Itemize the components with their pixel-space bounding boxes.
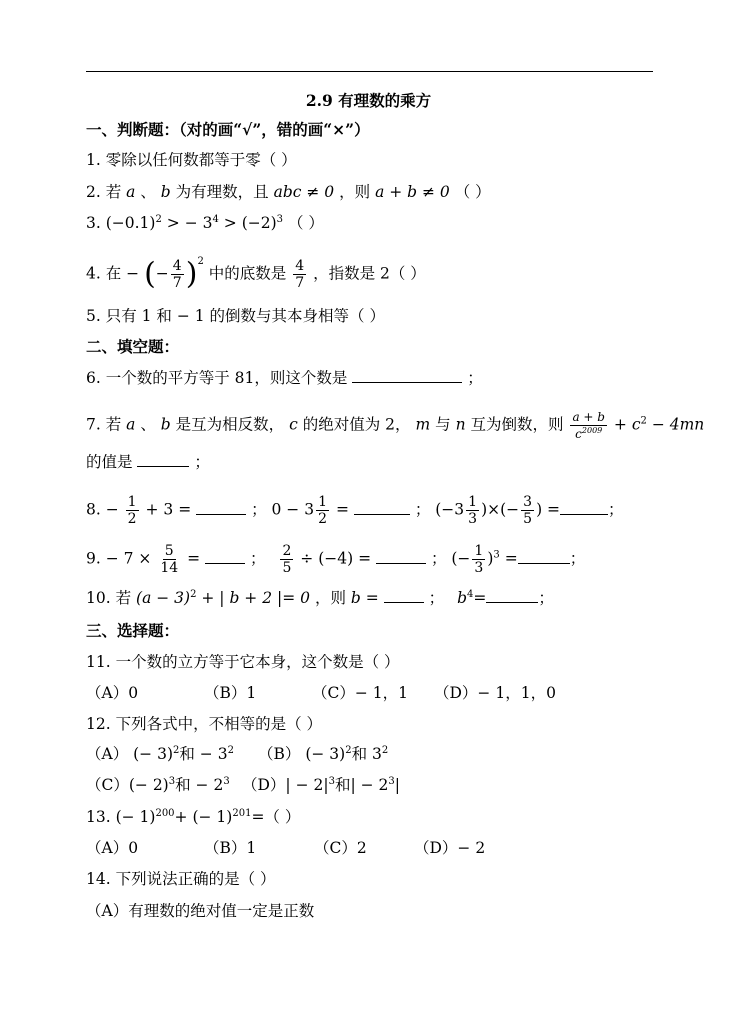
q7-answer-blank[interactable] <box>137 452 189 467</box>
q12-c-exp: 3 <box>168 775 176 787</box>
q2-text-a: 2. 若 <box>86 183 122 201</box>
q12-c2-exp: 3 <box>223 775 230 787</box>
q10-b4: b <box>457 589 467 607</box>
q7-text-a: 7. 若 <box>86 415 122 434</box>
question-11-options <box>86 683 556 703</box>
q8-eq-2: = <box>335 500 349 519</box>
question-13-options <box>86 838 485 858</box>
q8-f3-den: 3 <box>468 511 478 527</box>
q8-blank-1[interactable] <box>196 500 246 515</box>
q7-frac-den-exp: 2009 <box>581 426 603 435</box>
q9-blank-1[interactable] <box>205 549 245 564</box>
question-3 <box>86 213 324 233</box>
q4-fraction-2 <box>293 258 306 291</box>
question-8 <box>86 494 624 527</box>
q9-frac-2 <box>280 543 293 576</box>
q12-d2-exp: 3 <box>388 775 395 787</box>
q10-blank-2[interactable] <box>486 588 538 603</box>
q7-var-n: n <box>455 415 466 434</box>
q3-exp-1: 2 <box>155 213 162 225</box>
q10-sep: ； <box>428 589 445 607</box>
section-choice: 三、选择题： <box>86 621 180 640</box>
q8-f4-den: 5 <box>523 511 533 527</box>
q12-c-text: （C）(− 2) <box>86 776 169 794</box>
q10-eq: = <box>473 589 487 607</box>
q8-end: ； <box>608 500 624 519</box>
q4-paren-open: ( <box>144 256 156 292</box>
q10-pre: 10. 若 <box>86 589 132 607</box>
section-fill: 二、填空题： <box>86 337 180 356</box>
q12-d2-text: 和| − 2 <box>334 776 389 794</box>
q12-option-d[interactable] <box>242 775 400 795</box>
q7-frac-num: a + b <box>572 410 605 424</box>
q7-text-f: 互为倒数，则 <box>470 415 564 434</box>
section-judgement: 一、判断题：（对的画“√”，错的画“×”） <box>86 120 370 139</box>
q9-frac-1 <box>158 543 180 576</box>
q9-exp: 3 <box>493 549 500 561</box>
question-11: 11. 一个数的立方等于它本身，这个数是（ ） <box>86 653 400 671</box>
q10-expr-2: + | b + 2 |= 0 <box>201 589 310 607</box>
q13-pre: 13. (− 1) <box>86 808 156 826</box>
q10-exp: 2 <box>190 588 197 600</box>
q2-claim: a + b ≠ 0 <box>375 183 450 201</box>
q10-blank-1[interactable] <box>384 588 424 603</box>
q11-option-a[interactable]: （A）0 <box>86 684 139 702</box>
q13-option-d[interactable]: （D）− 2 <box>414 839 486 857</box>
q12-b2-exp: 2 <box>381 744 389 756</box>
q13-exp-1: 200 <box>155 807 175 819</box>
q12-option-a[interactable] <box>86 744 258 764</box>
q9-end: ； <box>569 549 586 568</box>
q9-blank-2[interactable] <box>376 549 426 564</box>
q9-div: ÷ (−4) = <box>300 549 372 568</box>
question-7 <box>86 409 704 442</box>
question-5: 5. 只有 1 和 − 1 的倒数与其本身相等（ ） <box>86 307 385 325</box>
q8-f2-num: 1 <box>318 494 327 510</box>
q7-var-m: m <box>415 415 431 434</box>
q8-f4-num: 3 <box>523 494 533 510</box>
q6-end: ； <box>467 369 483 387</box>
question-7-line-2 <box>86 452 210 472</box>
q8-frac-3 <box>466 494 479 527</box>
q9-sep-2: ； (− <box>430 549 471 568</box>
q9-blank-3[interactable] <box>518 549 570 564</box>
q8-blank-2[interactable] <box>354 500 410 515</box>
q4-fraction <box>171 258 184 291</box>
q12-d3-text: | <box>394 776 400 794</box>
q9-f2-den: 5 <box>282 560 292 576</box>
q2-text-c: 为有理数，且 <box>175 183 269 201</box>
page-title: 2.9 有理数的乘方 <box>305 91 432 110</box>
question-12-options-ab <box>86 744 388 764</box>
question-4 <box>86 258 426 291</box>
q9-f2-num: 2 <box>282 543 292 559</box>
q8-pre: 8. − <box>86 500 119 519</box>
q8-f2-den: 2 <box>318 511 327 527</box>
q2-bracket: （ ） <box>454 183 491 201</box>
q7-frac-den-base: c <box>575 427 582 441</box>
q7-text-b: 、 <box>140 415 156 434</box>
q7-text-e: 与 <box>435 415 451 434</box>
q9-frac-3 <box>472 543 485 576</box>
q8-frac-4 <box>521 494 534 527</box>
q8-sep-2: ； (−3 <box>414 500 465 519</box>
q7-var-a: a <box>126 415 136 434</box>
question-13 <box>86 807 300 827</box>
q8-frac-2 <box>316 494 329 527</box>
q3-number: 3. <box>86 214 101 232</box>
q4-paren-close: ) <box>185 256 198 292</box>
q7-text-c: 是互为相反数， <box>175 415 285 434</box>
header-rule <box>86 71 653 72</box>
q7-fraction <box>570 409 607 442</box>
q7-var-c: c <box>289 415 298 434</box>
q12-option-c[interactable] <box>86 775 242 795</box>
q9-f1-num: 5 <box>164 543 174 559</box>
q2-condition: abc ≠ 0 <box>273 183 335 201</box>
question-12: 12. 下列各式中，不相等的是（ ） <box>86 715 323 733</box>
q8-times: )×(− <box>481 500 520 519</box>
q4-exp: 2 <box>197 256 204 268</box>
q7-line2-end: ； <box>194 453 210 471</box>
q7-minus-4mn: − 4mn <box>646 415 705 434</box>
q4-frac2-den: 7 <box>295 275 305 291</box>
q7-var-b: b <box>160 415 171 434</box>
q3-expr-2: > − 3 <box>166 214 213 232</box>
q4-text-tail: ，指数是 2（ ） <box>313 264 426 283</box>
q12-a-text: （A） (− 3) <box>86 745 173 763</box>
q9-sep-1: ； <box>249 549 266 568</box>
q8-frac-1 <box>126 494 139 527</box>
q8-blank-3[interactable] <box>560 500 608 515</box>
q12-d-text: （D）| − 2| <box>242 776 329 794</box>
q12-d-exp: 3 <box>328 775 335 787</box>
q13-option-b[interactable]: （B）1 <box>204 839 257 857</box>
q12-c2-text: 和 − 2 <box>175 776 224 794</box>
question-12-options-cd <box>86 775 400 795</box>
q6-answer-blank[interactable] <box>352 368 462 383</box>
question-10 <box>86 588 554 608</box>
q11-option-c[interactable]: （C）− 1，1 <box>312 684 408 702</box>
q13-option-c[interactable]: （C）2 <box>314 839 367 857</box>
question-1: 1. 零除以任何数都等于零（ ） <box>86 151 297 169</box>
q10-b4-exp: 4 <box>467 588 474 600</box>
question-14: 14. 下列说法正确的是（ ） <box>86 870 276 888</box>
q9-f3-den: 3 <box>474 560 484 576</box>
question-2 <box>86 182 491 202</box>
q2-text-b: 、 <box>140 183 156 201</box>
q12-option-b[interactable] <box>258 744 388 764</box>
q4-minus: − <box>155 264 169 283</box>
q12-b2-text: 和 3 <box>351 745 382 763</box>
q13-tail: =（ ） <box>251 808 301 826</box>
q2-var-b: b <box>160 183 171 201</box>
q4-frac2-num: 4 <box>295 258 305 274</box>
q9-f3-num: 1 <box>474 543 484 559</box>
q4-frac-den: 7 <box>172 275 182 291</box>
q8-plus-3: + 3 = <box>145 500 192 519</box>
q13-exp-2: 201 <box>232 807 252 819</box>
q10-mid: ，则 <box>314 589 346 607</box>
q11-option-b[interactable]: （B）1 <box>204 684 257 702</box>
q6-text: 6. 一个数的平方等于 81，则这个数是 <box>86 369 348 387</box>
q8-f3-num: 1 <box>468 494 478 510</box>
q2-var-a: a <box>126 183 136 201</box>
q9-f1-den: 14 <box>160 560 179 576</box>
q3-exp-2: 4 <box>212 213 219 225</box>
q7-plus-c: + c <box>613 415 641 434</box>
q12-a-exp: 2 <box>173 744 180 756</box>
q4-text-mid: 中的底数是 <box>208 264 287 283</box>
question-6 <box>86 368 483 388</box>
q4-text-pre: 4. 在 − <box>86 264 140 283</box>
q10-end: ； <box>538 589 554 607</box>
q7-text-d: 的绝对值为 2， <box>302 415 411 434</box>
q14-option-a[interactable]: （A）有理数的绝对值一定是正数 <box>86 902 315 920</box>
q12-b-text: （B） (− 3) <box>258 745 346 763</box>
q13-option-a[interactable]: （A）0 <box>86 839 139 857</box>
q12-a2-exp: 2 <box>227 744 234 756</box>
q12-b-exp: 2 <box>345 744 352 756</box>
q9-eq-1: = <box>187 549 201 568</box>
q7-frac-den <box>573 426 604 442</box>
q10-expr: (a − 3) <box>136 589 191 607</box>
q4-frac-num: 4 <box>172 258 182 274</box>
q12-a2-text: 和 − 3 <box>179 745 228 763</box>
q13-mid: + (− 1) <box>174 808 233 826</box>
q3-exp-3: 3 <box>276 213 284 225</box>
q7-line2-text: 的值是 <box>86 453 133 471</box>
q8-f1-num: 1 <box>127 494 137 510</box>
q7-exp-2: 2 <box>640 415 647 427</box>
question-9 <box>86 543 585 576</box>
q3-bracket: （ ） <box>287 214 324 232</box>
q9-eq-3: = <box>499 549 518 568</box>
q8-sep-1: ； 0 − 3 <box>251 500 315 519</box>
q10-b: b = <box>350 589 379 607</box>
q3-expr-1: (−0.1) <box>105 214 156 232</box>
q9-pre: 9. − 7 × <box>86 549 152 568</box>
q3-expr-3: > (−2) <box>223 214 277 232</box>
q9-pow: ) <box>487 549 494 568</box>
q2-text-d: ，则 <box>339 183 371 201</box>
q11-option-d[interactable]: （D）− 1，1，0 <box>434 684 556 702</box>
q8-eq-3: ) = <box>536 500 561 519</box>
q8-f1-den: 2 <box>127 511 137 527</box>
